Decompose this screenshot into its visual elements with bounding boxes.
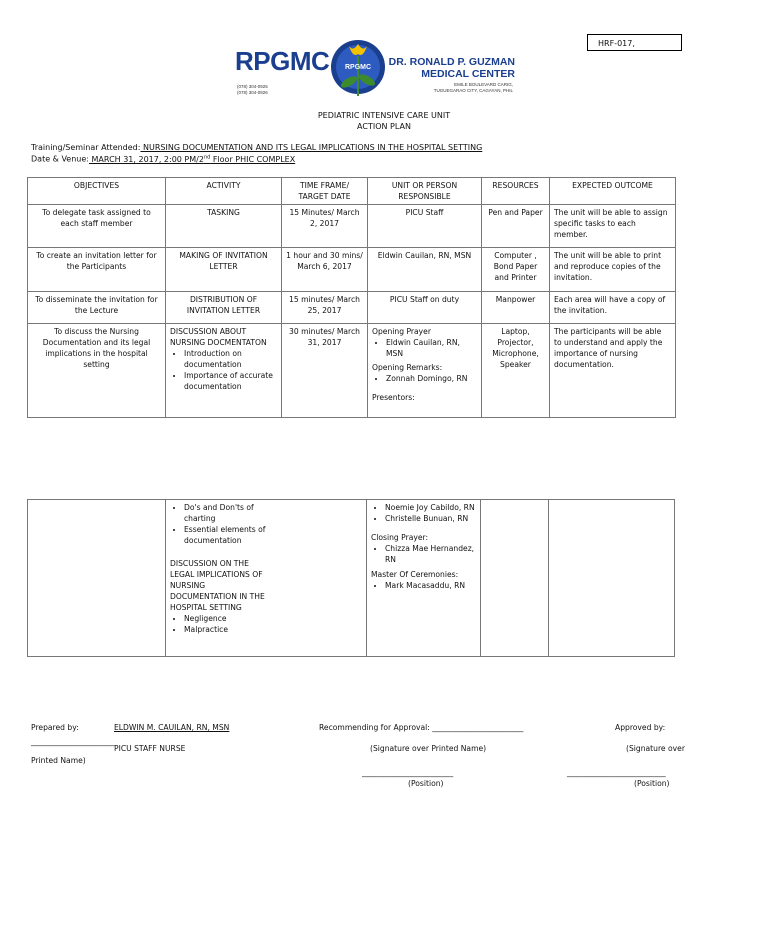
outcome-cell: The unit will be able to print and reproduce copies of the invitation. [550,248,676,292]
activity-title: DISCUSSION ABOUT NURSING DOCMENTATON [170,327,267,347]
position-line-1: ________________________ [362,768,454,777]
presentors-label: Presentors: [372,393,415,402]
phone-numbers [237,84,268,96]
objective-cell: To discuss the Nursing Documentation and its legal implications in the hospital setting [28,324,166,418]
list-item: • Importance of accurate documentation [184,370,277,392]
header-activity: ACTIVITY [166,178,282,205]
time-cell: 30 minutes/ March 31, 2017 [282,324,368,418]
list-item: • Chizza Mae Hernandez, RN [385,543,476,565]
activity-cell [166,324,282,418]
list-item: • Noemie Joy Cabildo, RN [385,502,476,513]
signature-caption-2: (Signature over [626,744,685,753]
resources-cell: Manpower [482,292,550,324]
action-plan-table [27,177,676,418]
training-line [31,143,482,152]
objective-cell: To create an invitation letter for the Participants [28,248,166,292]
document-title: ACTION PLAN [357,122,411,131]
hospital-logo [235,36,515,106]
legal-implications-title: DISCUSSION ON THE LEGAL IMPLICATIONS OF NURSING DOCUMENTATION IN THE HOSPITAL SETTING [170,559,265,612]
resources-cell: Pen and Paper [482,205,550,248]
outcome-cell: The unit will be able to assign specific tasks to each member. [550,205,676,248]
objective-cell: To delegate task assigned to each staff member [28,205,166,248]
date-venue-line [31,154,295,164]
signature-line: ______________________ [31,737,115,746]
unit-cell [368,324,482,418]
mc-label: Master Of Ceremonies: [371,570,459,579]
table-row [28,248,676,292]
resources-cell [481,500,549,657]
list-item: • Do's and Don'ts of charting [184,502,284,524]
unit-cell: PICU Staff on duty [368,292,482,324]
header-unit: UNIT OR PERSON RESPONSIBLE [368,178,482,205]
header-resources: RESOURCES [482,178,550,205]
position-caption-2: (Position) [634,779,670,788]
list-item: • Mark Macasaddu, RN [385,580,476,591]
brand-text: RPGMC [235,46,330,76]
approved-label: Approved by: [615,723,666,732]
activity-cell [166,500,367,657]
unit-cell [367,500,481,657]
phone-2: (078) 304-0926 [237,90,268,95]
header-outcome: EXPECTED OUTCOME [550,178,676,205]
header-objectives: OBJECTIVES [28,178,166,205]
action-plan-table-continued [27,499,675,657]
time-cell: 1 hour and 30 mins/ March 6, 2017 [282,248,368,292]
prepared-label: Prepared by: [31,723,79,732]
resources-cell: Laptop, Projector, Microphone, Speaker [482,324,550,418]
list-item: • Christelle Bunuan, RN [385,513,476,524]
table-row [28,324,676,418]
unit-cell: Eldwin Cauilan, RN, MSN [368,248,482,292]
table-row [28,500,675,657]
date-label: Date & Venue: [31,154,89,164]
prepared-position: PICU STAFF NURSE [114,744,186,753]
phone-1: (078) 304-0925 [237,84,268,89]
table-row [28,292,676,324]
objective-cell [28,500,166,657]
time-cell: 15 minutes/ March 25, 2017 [282,292,368,324]
hospital-name-line1: DR. RONALD P. GUZMAN [388,56,515,68]
signature-caption-1: (Signature over Printed Name) [370,744,487,753]
outcome-cell [549,500,675,657]
form-number: HRF-017, [587,34,682,51]
closing-prayer-label: Closing Prayer: [371,533,429,542]
printed-name-caption: Printed Name) [31,756,86,765]
address-line1: EMILE BOULEVARD CARIG, [454,82,513,87]
list-item: • Negligence [184,613,284,624]
address-line2: TUGUEGARAO CITY, CAGAYAN, PHIL [433,88,513,93]
header-time-frame: TIME FRAME/ TARGET DATE [282,178,368,205]
date-superscript: nd [203,154,211,160]
prepared-name: ELDWIN M. CAUILAN, RN, MSN [114,723,230,732]
date-value: MARCH 31, 2017, 2:00 PM/2 [88,154,204,164]
position-caption-1: (Position) [408,779,444,788]
training-label: Training/Seminar Attended: [31,143,141,152]
outcome-cell: Each area will have a copy of the invitation. [550,292,676,324]
activity-cell: TASKING [166,205,282,248]
list-item: • Malpractice [184,624,284,635]
emblem-icon [327,36,389,102]
svg-text:RPGMC: RPGMC [344,64,372,71]
position-line-2: __________________________ [567,768,666,777]
unit-cell: PICU Staff [368,205,482,248]
objective-cell: To disseminate the invitation for the Lecture [28,292,166,324]
resources-cell: Computer , Bond Paper and Printer [482,248,550,292]
outcome-cell: The participants will be able to understand and apply the importance of nursing documentation. [550,324,676,418]
unit-title: PEDIATRIC INTENSIVE CARE UNIT [317,111,451,120]
list-item: • Zonnah Domingo, RN [386,373,477,384]
hospital-address [434,82,513,94]
opening-remarks-label: Opening Remarks: [372,363,443,372]
activity-cell: MAKING OF INVITATION LETTER [166,248,282,292]
activity-cell: DISTRIBUTION OF INVITATION LETTER [166,292,282,324]
hospital-name-line2: MEDICAL CENTER [421,68,515,80]
table-row [28,205,676,248]
hospital-name [389,56,515,80]
opening-prayer-label: Opening Prayer [372,327,431,336]
training-value: NURSING DOCUMENTATION AND ITS LEGAL IMPLICATIONS IN THE HOSPITAL SETTING [140,143,483,152]
list-item: • Essential elements of documentation [184,524,284,546]
list-item: • Introduction on documentation [184,348,277,370]
time-cell: 15 Minutes/ March 2, 2017 [282,205,368,248]
date-rest: Floor PHIC COMPLEX [210,154,296,164]
recommending-label: Recommending for Approval: ________________________ [319,723,524,732]
list-item: • Eldwin Cauilan, RN, MSN [386,337,477,359]
table-header-row [28,178,676,205]
